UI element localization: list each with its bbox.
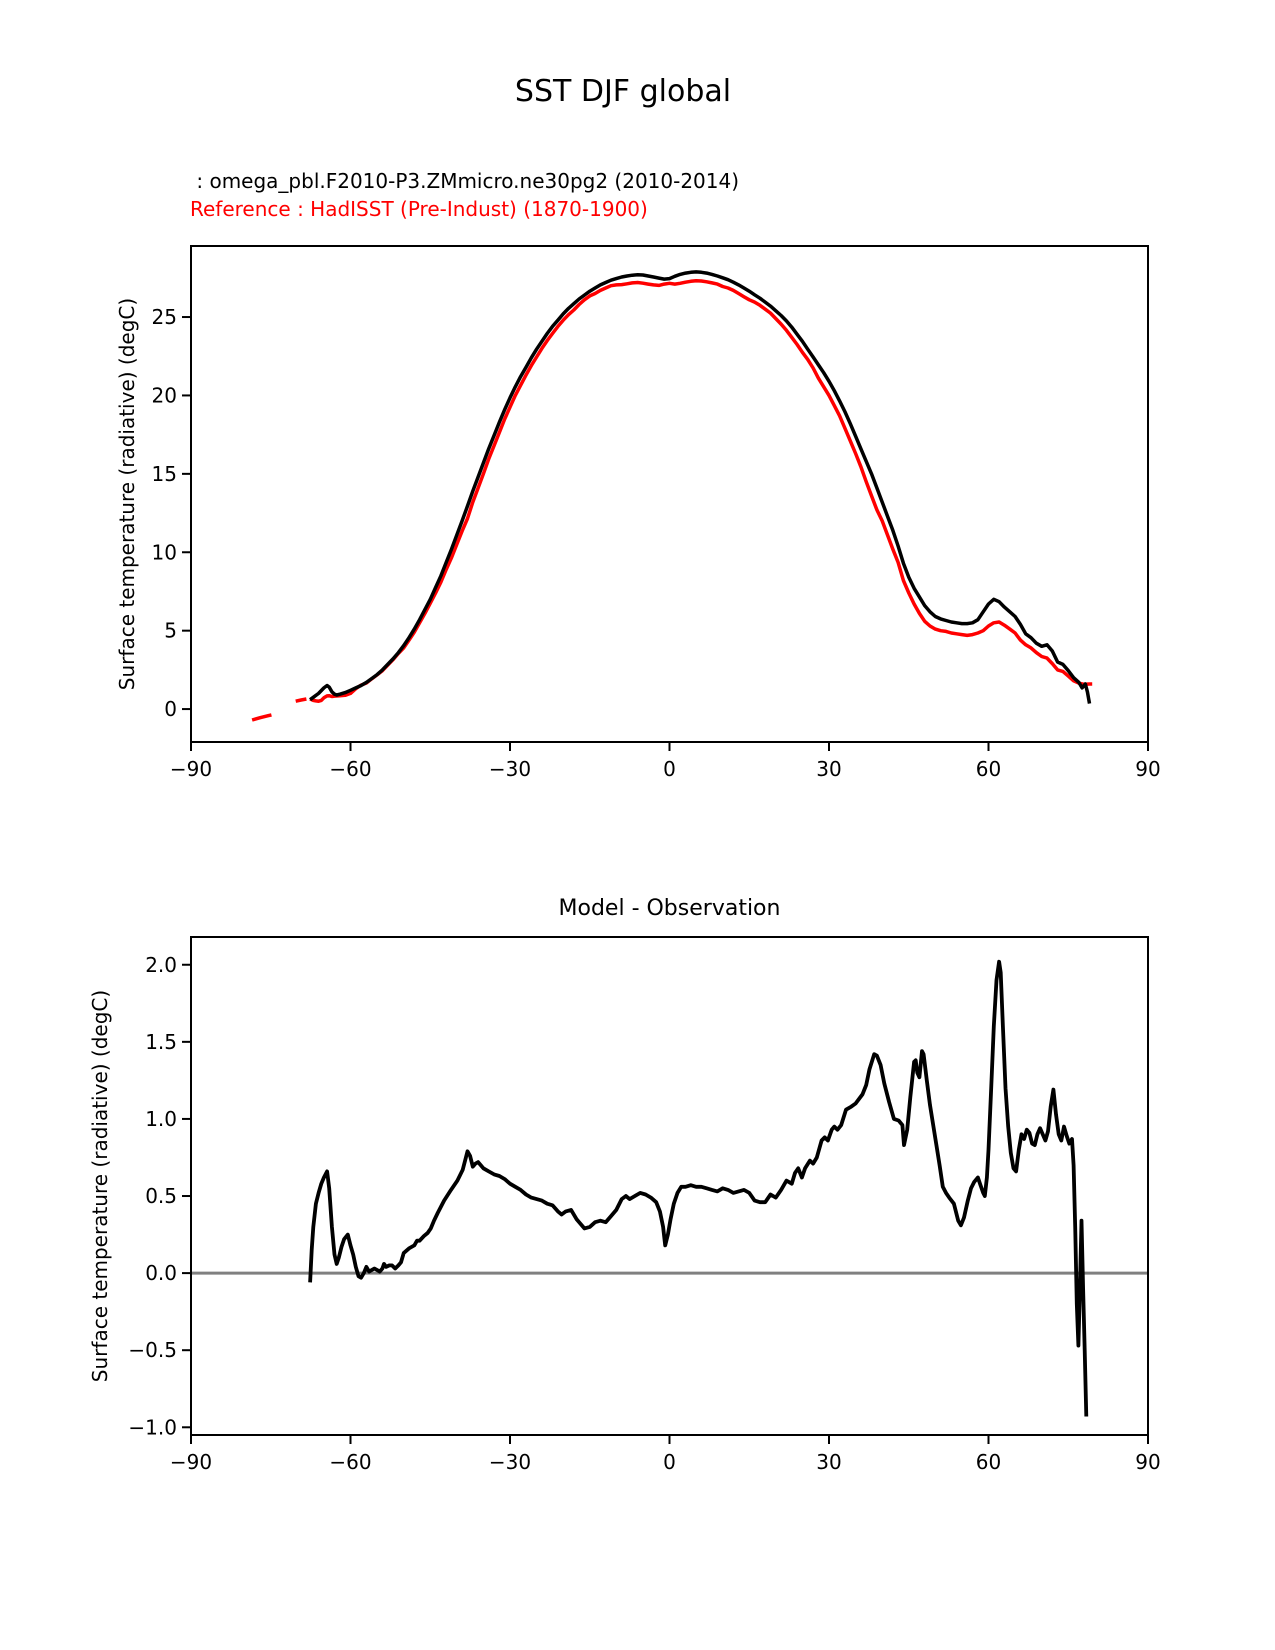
sst-profile-x-tick-label: −30 (488, 757, 532, 781)
sst-profile-x-tick-label: 30 (816, 757, 842, 781)
model-minus-obs-x-tick-label: −60 (329, 1450, 372, 1474)
model-minus-obs-y-tick-label: 0.0 (145, 1261, 177, 1286)
sst-profile-y-tick-label: 10 (151, 540, 177, 565)
sst-profile-y-tick-label: 20 (151, 383, 177, 408)
difference-line (310, 962, 1086, 1417)
sst-profile-x-tick-label: 90 (1135, 757, 1161, 781)
sst-profile-x-tick-label: −60 (329, 757, 372, 781)
figure-title: SST DJF global (514, 74, 732, 109)
sst-profile-x-tick-label: −90 (169, 757, 213, 781)
model-minus-obs-x-tick-label: 90 (1135, 1450, 1161, 1474)
model-minus-obs-x-tick-label: 60 (975, 1450, 1002, 1474)
sst-profile-x-tick-label: 60 (975, 757, 1002, 781)
bottom-chart-title: Model - Observation (558, 896, 781, 921)
sst-profile-y-tick-label: 5 (164, 618, 177, 643)
reference-dash-south-line (252, 713, 283, 721)
top-chart-ylabel: Surface temperature (radiative) (degC) (115, 297, 139, 691)
sst-profile-x-tick-label: 0 (663, 757, 676, 781)
bottom-chart-ylabel: Surface temperature (radiative) (degC) (88, 989, 112, 1383)
model-minus-obs-y-tick-label: 1.0 (145, 1106, 177, 1131)
reference-line (310, 281, 1092, 702)
model-line (310, 272, 1089, 704)
sst-profile-axes-box (191, 246, 1148, 742)
reference-legend-label: Reference : HadISST (Pre-Indust) (1870-1900) (190, 197, 648, 221)
model-minus-obs-x-tick-label: 0 (663, 1450, 676, 1474)
sst-profile-y-tick-label: 0 (164, 697, 177, 722)
model-minus-obs-y-tick-label: −1.0 (128, 1415, 177, 1440)
model-minus-obs-axes-box (191, 937, 1148, 1435)
model-minus-obs-y-tick-label: 0.5 (145, 1184, 177, 1209)
model-minus-obs-y-tick-label: 1.5 (145, 1029, 177, 1054)
reference-dash-gap-line (296, 699, 307, 701)
model-minus-obs-x-tick-label: 30 (816, 1450, 842, 1474)
model-minus-obs-x-tick-label: −30 (488, 1450, 532, 1474)
model-minus-obs-y-tick-label: 2.0 (145, 952, 177, 977)
model-legend-label: : omega_pbl.F2010-P3.ZMmicro.ne30pg2 (2010-2014) (190, 169, 740, 193)
model-minus-obs-y-tick-label: −0.5 (128, 1338, 177, 1363)
sst-profile-y-tick-label: 15 (151, 461, 177, 486)
model-minus-obs-x-tick-label: −90 (169, 1450, 213, 1474)
sst-profile-y-tick-label: 25 (151, 305, 177, 330)
